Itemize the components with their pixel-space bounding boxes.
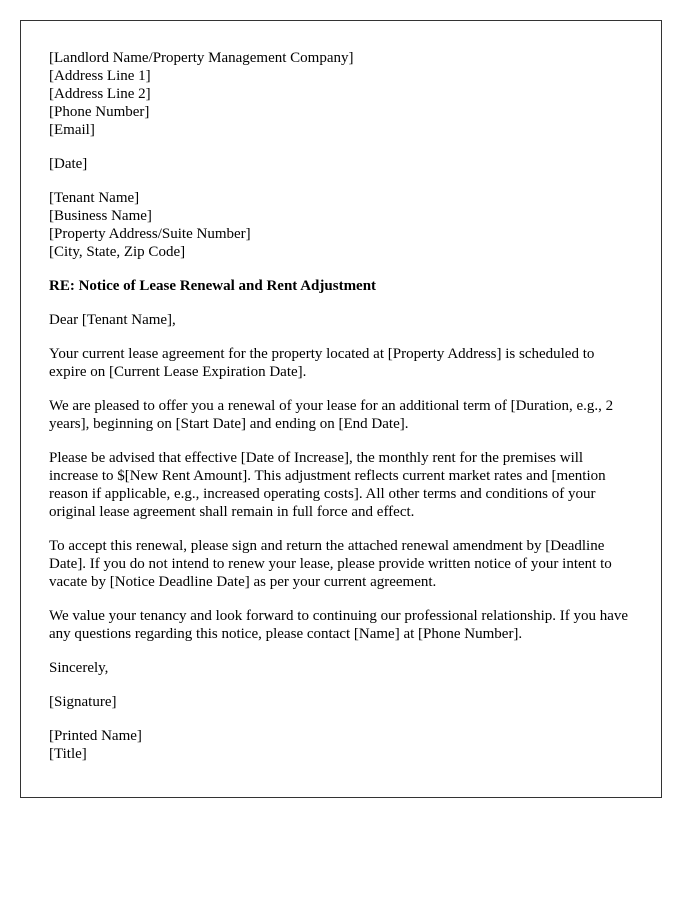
sender-address [49, 49, 633, 139]
signature: [Signature] [49, 694, 117, 710]
body-paragraph: We are pleased to offer you a renewal of your lease for an additional term of [Duration, e.g., 2 years], beginning on [Start Date] and ending on [End Date]. [49, 398, 614, 432]
closing: Sincerely, [49, 660, 109, 676]
letter-date: [Date] [49, 156, 88, 172]
sender-address-line-2: [Address Line 2] [49, 86, 151, 102]
sender-phone: [Phone Number] [49, 104, 150, 120]
subject-line: RE: Notice of Lease Renewal and Rent Adjustment [49, 278, 377, 294]
sender-name: [Landlord Name/Property Management Company] [49, 50, 354, 66]
tenant-name: [Tenant Name] [49, 190, 140, 206]
business-name: [Business Name] [49, 208, 152, 224]
sender-email: [Email] [49, 122, 95, 138]
printed-name: [Printed Name] [49, 728, 142, 744]
recipient-address [49, 189, 633, 261]
letter [20, 20, 662, 798]
body-paragraph: Your current lease agreement for the property located at [Property Address] is scheduled to expire on [Current Lease Expiration Date]. [49, 346, 595, 380]
body-paragraph: Please be advised that effective [Date of Increase], the monthly rent for the premises will increase to $[New Rent Amount]. This adjustment reflects current market rates and [mention reason if applicable, e.g., increased operating costs]. All other terms and conditions of your original lease agreement shall remain in full force and effect. [49, 450, 606, 520]
body-paragraph: We value your tenancy and look forward to continuing our professional relationship. If you have any questions regarding this notice, please contact [Name] at [Phone Number]. [49, 608, 629, 642]
sender-address-line-1: [Address Line 1] [49, 68, 151, 84]
salutation: Dear [Tenant Name], [49, 312, 176, 328]
signer-title: [Title] [49, 746, 87, 762]
signer-block [49, 727, 633, 763]
city-state-zip: [City, State, Zip Code] [49, 244, 186, 260]
body-paragraph: To accept this renewal, please sign and return the attached renewal amendment by [Deadline Date]. If you do not intend to renew your lease, please provide written notice of your intent to vacate by [Notice Deadline Date] as per your current agreement. [49, 538, 612, 590]
property-address: [Property Address/Suite Number] [49, 226, 251, 242]
